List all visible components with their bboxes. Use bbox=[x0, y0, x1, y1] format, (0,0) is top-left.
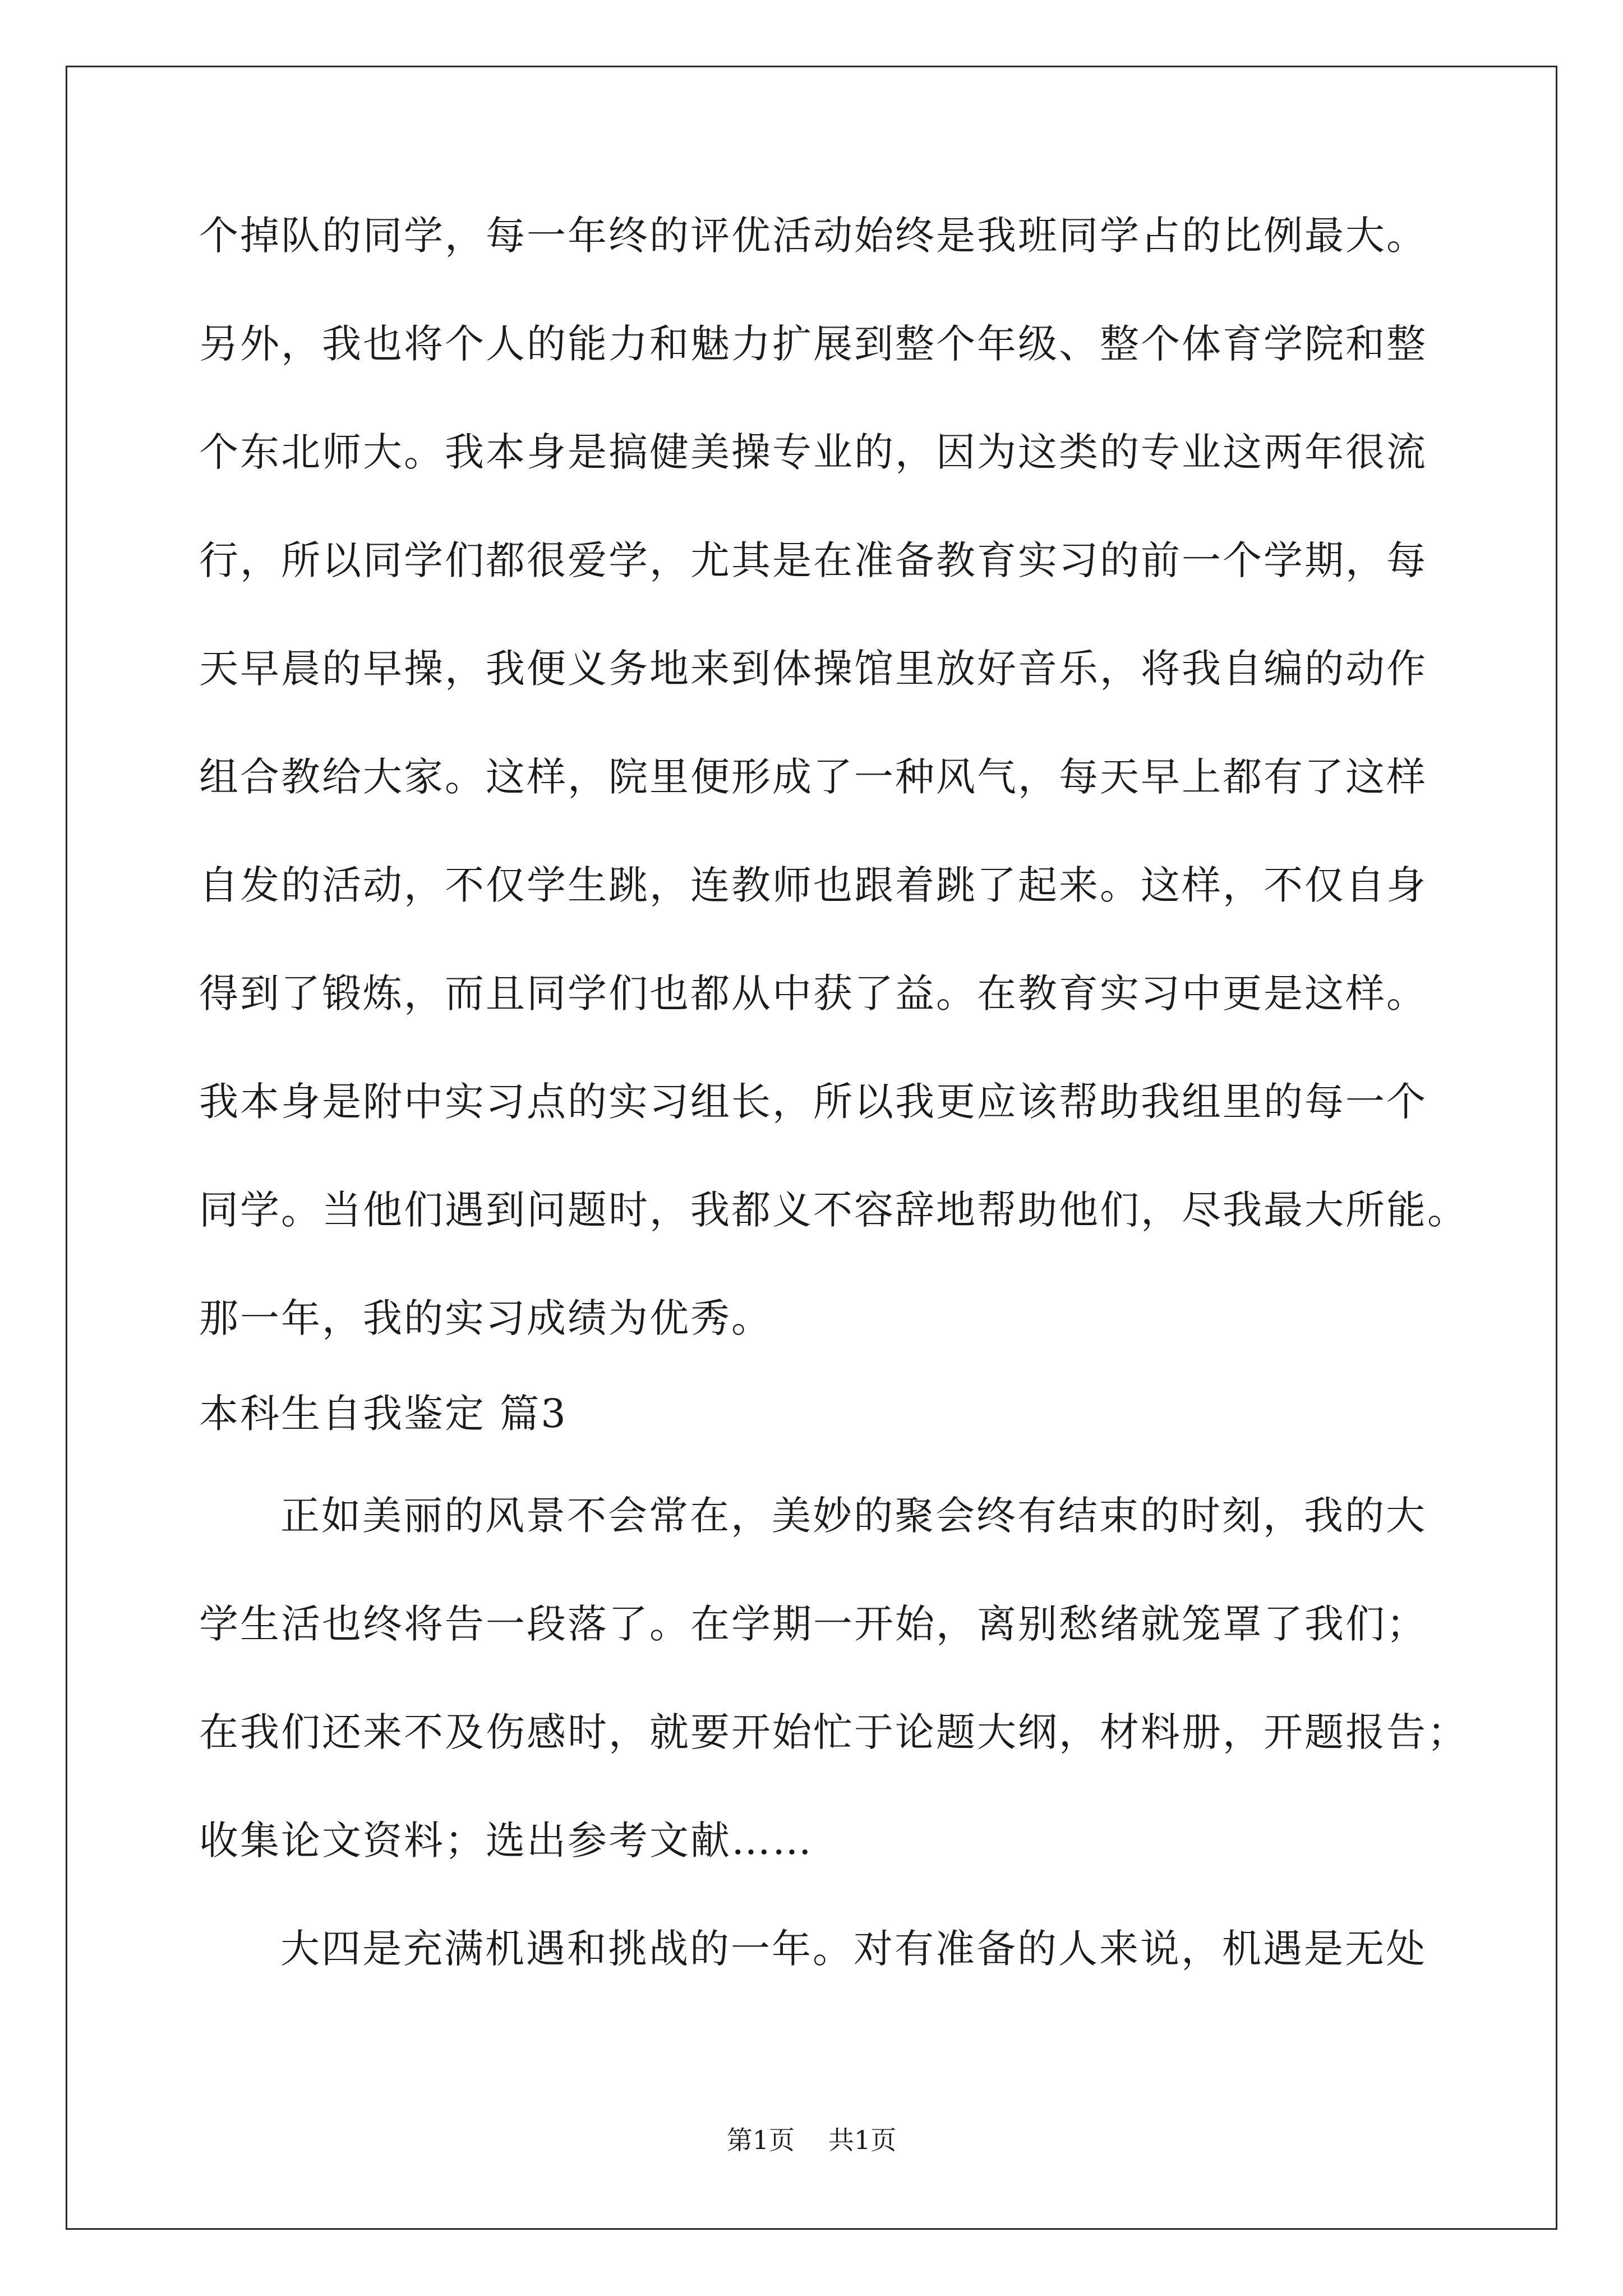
paragraph-line: 行，所以同学们都很爱学，尤其是在准备教育实习的前一个学期，每 bbox=[199, 537, 1427, 583]
paragraph-line: 同学。当他们遇到问题时，我都义不容辞地帮助他们，尽我最大所能。 bbox=[199, 1187, 1468, 1233]
paragraph-line: 那一年，我的实习成绩为优秀。 bbox=[199, 1295, 772, 1341]
paragraph-line: 正如美丽的风景不会常在，美妙的聚会终有结束的时刻，我的大 bbox=[280, 1493, 1427, 1539]
paragraph-line: 学生活也终将告一段落了。在学期一开始，离别愁绪就笼罩了我们； bbox=[199, 1601, 1427, 1647]
paragraph-line: 大四是充满机遇和挑战的一年。对有准备的人来说，机遇是无处 bbox=[280, 1926, 1427, 1972]
paragraph-line: 组合教给大家。这样，院里便形成了一种风气，每天早上都有了这样 bbox=[199, 754, 1427, 800]
page-footer bbox=[0, 2123, 1623, 2157]
paragraph-line: 另外，我也将个人的能力和魅力扩展到整个年级、整个体育学院和整 bbox=[199, 321, 1427, 367]
paragraph-line: 个东北师大。我本身是搞健美操专业的，因为这类的专业这两年很流 bbox=[199, 429, 1427, 475]
page-total: 共1页 bbox=[828, 2125, 897, 2155]
paragraph-line: 个掉队的同学，每一年终的评优活动始终是我班同学占的比例最大。 bbox=[199, 213, 1427, 259]
paragraph-line: 得到了锻炼，而且同学们也都从中获了益。在教育实习中更是这样。 bbox=[199, 970, 1427, 1016]
paragraph-line: 在我们还来不及伤感时，就要开始忙于论题大纲，材料册，开题报告； bbox=[199, 1709, 1468, 1755]
paragraph-line: 天早晨的早操，我便义务地来到体操馆里放好音乐，将我自编的动作 bbox=[199, 646, 1427, 692]
paragraph-line: 收集论文资料；选出参考文献…… bbox=[199, 1818, 813, 1864]
page-number: 第1页 bbox=[726, 2125, 795, 2155]
section-heading: 本科生自我鉴定 篇3 bbox=[199, 1391, 568, 1437]
page-border bbox=[66, 66, 1557, 2230]
paragraph-line: 自发的活动，不仅学生跳，连教师也跟着跳了起来。这样，不仅自身 bbox=[199, 862, 1427, 908]
paragraph-line: 我本身是附中实习点的实习组长，所以我更应该帮助我组里的每一个 bbox=[199, 1079, 1427, 1125]
